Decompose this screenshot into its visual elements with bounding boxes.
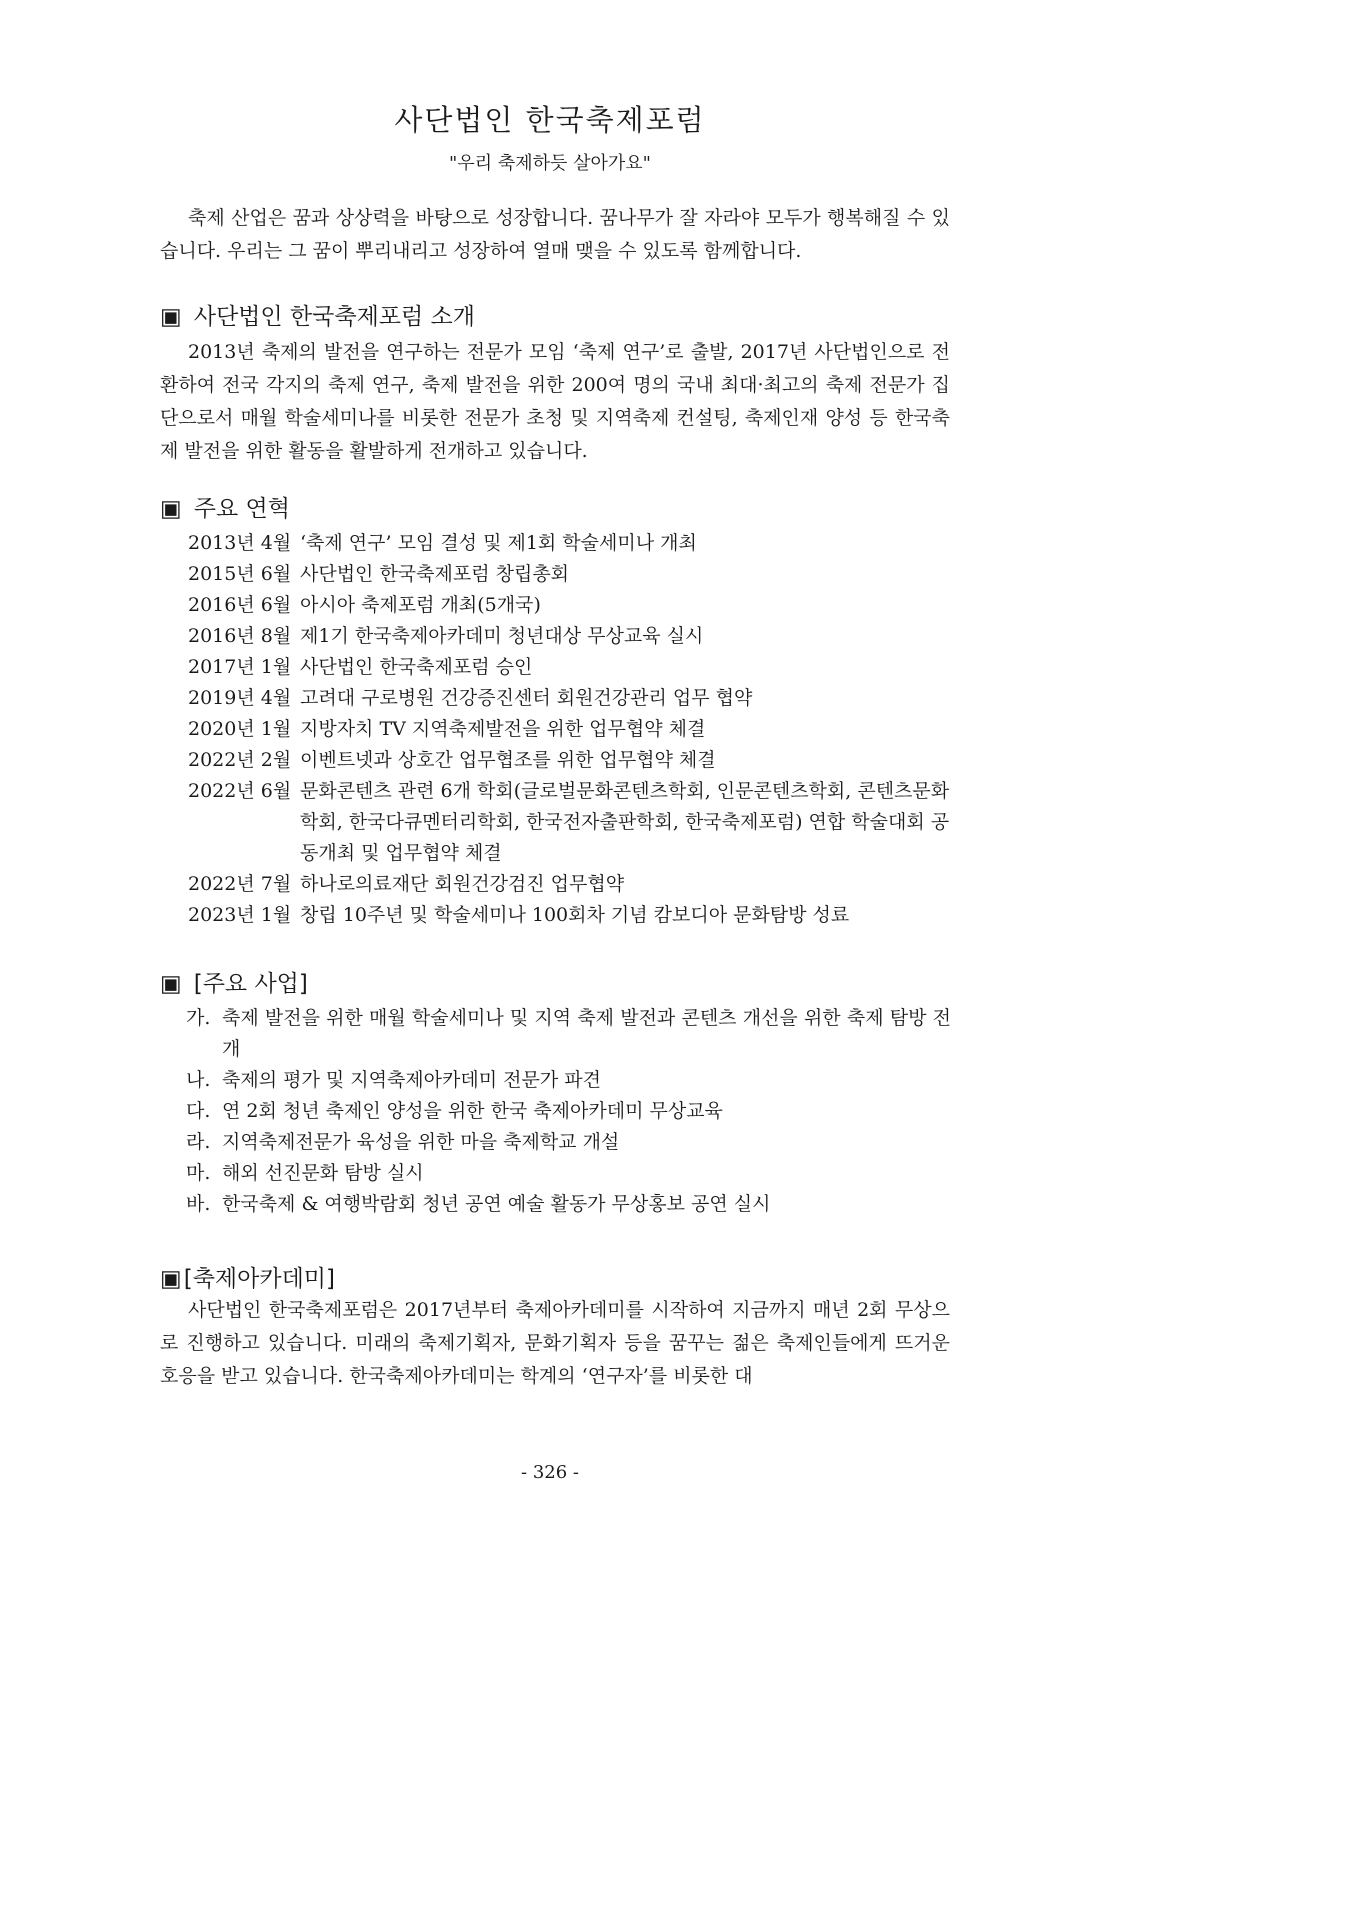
page-number: - 326 -: [521, 1462, 579, 1483]
history-date: 2022년 2월: [188, 749, 292, 771]
section-marker-icon: ▣: [160, 496, 182, 522]
business-label: 다.: [186, 1100, 211, 1122]
section-heading-academy: [160, 1260, 335, 1293]
history-item: [188, 621, 960, 652]
business-label: 나.: [186, 1069, 211, 1091]
section-marker-icon: ▣: [160, 1266, 182, 1292]
section-heading-history: [160, 490, 290, 523]
section-heading-text: 사단법인 한국축제포럼 소개: [193, 304, 475, 330]
section-heading-text: [주요 사업]: [193, 971, 308, 997]
document-subtitle: "우리 축제하듯 살아가요": [449, 153, 651, 174]
business-item: [186, 1096, 951, 1127]
business-label: 가.: [186, 1007, 211, 1029]
business-list: [186, 1003, 951, 1220]
section-heading-text: 주요 연혁: [193, 496, 290, 522]
history-date: 2020년 1월: [188, 718, 292, 740]
academy-paragraph: 사단법인 한국축제포럼은 2017년부터 축제아카데미를 시작하여 지금까지 매년 2회 무상으로 진행하고 있습니다. 미래의 축제기획자, 문화기획자 등을 꿈꾸는 젊은 축제인들에게 뜨거운 호응을 받고 있습니다. 한국축제아카데미는 학계의 ‘연구자’를 비롯한 대: [160, 1299, 950, 1387]
business-item: [186, 1065, 951, 1096]
section-marker-icon: ▣: [160, 971, 182, 997]
history-date: 2017년 1월: [188, 656, 292, 678]
business-text: 해외 선진문화 탐방 실시: [222, 1162, 424, 1184]
history-item: [188, 776, 960, 869]
section-heading-text: [축제아카데미]: [183, 1266, 335, 1292]
business-item: [186, 1127, 951, 1158]
history-date: 2022년 6월: [188, 780, 292, 802]
business-label: 마.: [186, 1162, 211, 1184]
history-text: 이벤트넷과 상호간 업무협조를 위한 업무협약 체결: [300, 749, 716, 771]
history-date: 2015년 6월: [188, 563, 292, 585]
history-date: 2013년 4월: [188, 532, 292, 554]
about-paragraph: 2013년 축제의 발전을 연구하는 전문가 모임 ‘축제 연구’로 출발, 2017년 사단법인으로 전환하여 전국 각지의 축제 연구, 축제 발전을 위한 200여 명의 국내 최대·최고의 축제 전문가 집단으로서 매월 학술세미나를 비롯한 전문가 초청 및 지역축제 컨설팅, 축제인재 양성 등 한국축제 발전을 위한 활동을 활발하게 전개하고 있습니다.: [160, 341, 950, 462]
history-text: 아시아 축제포럼 개최(5개국): [300, 594, 541, 616]
history-item: [188, 900, 960, 931]
history-text: 사단법인 한국축제포럼 승인: [300, 656, 533, 678]
history-item: [188, 714, 960, 745]
business-text: 지역축제전문가 육성을 위한 마을 축제학교 개설: [222, 1131, 620, 1153]
history-text: 고려대 구로병원 건강증진센터 회원건강관리 업무 협약: [300, 687, 753, 709]
history-date: 2019년 4월: [188, 687, 292, 709]
business-label: 바.: [186, 1193, 211, 1215]
history-item: [188, 559, 960, 590]
business-item: [186, 1003, 951, 1065]
history-text: 제1기 한국축제아카데미 청년대상 무상교육 실시: [300, 625, 704, 647]
history-item: [188, 745, 960, 776]
section-heading-about: [160, 298, 475, 331]
history-date: 2023년 1월: [188, 904, 292, 926]
history-date: 2022년 7월: [188, 873, 292, 895]
business-text: 연 2회 청년 축제인 양성을 위한 한국 축제아카데미 무상교육: [222, 1100, 723, 1122]
business-text: 축제 발전을 위한 매월 학술세미나 및 지역 축제 발전과 콘텐츠 개선을 위한 축제 탐방 전개: [222, 1007, 951, 1060]
history-item: [188, 683, 960, 714]
history-text: 지방자치 TV 지역축제발전을 위한 업무협약 체결: [300, 718, 706, 740]
business-item: [186, 1158, 951, 1189]
intro-paragraph: 축제 산업은 꿈과 상상력을 바탕으로 성장합니다. 꿈나무가 잘 자라야 모두가 행복해질 수 있습니다. 우리는 그 꿈이 뿌리내리고 성장하여 열매 맺을 수 있도록 함께합니다.: [160, 207, 950, 262]
history-item: [188, 528, 960, 559]
business-item: [186, 1189, 951, 1220]
history-text: 문화콘텐츠 관련 6개 학회(글로벌문화콘텐츠학회, 인문콘텐츠학회, 콘텐츠문화학회, 한국다큐멘터리학회, 한국전자출판학회, 한국축제포럼) 연합 학술대회 공동개최 및 업무협약 체결: [300, 780, 950, 864]
document-title: 사단법인 한국축제포럼: [394, 103, 706, 137]
history-list: [188, 528, 960, 931]
section-heading-business: [160, 965, 308, 998]
business-label: 라.: [186, 1131, 211, 1153]
history-date: 2016년 6월: [188, 594, 292, 616]
history-item: [188, 652, 960, 683]
section-marker-icon: ▣: [160, 304, 182, 330]
history-date: 2016년 8월: [188, 625, 292, 647]
history-item: [188, 590, 960, 621]
history-text: ‘축제 연구’ 모임 결성 및 제1회 학술세미나 개최: [300, 532, 697, 554]
history-text: 창립 10주년 및 학술세미나 100회차 기념 캄보디아 문화탐방 성료: [300, 904, 850, 926]
business-text: 축제의 평가 및 지역축제아카데미 전문가 파견: [222, 1069, 601, 1091]
history-text: 하나로의료재단 회원건강검진 업무협약: [300, 873, 625, 895]
history-text: 사단법인 한국축제포럼 창립총회: [300, 563, 570, 585]
history-item: [188, 869, 960, 900]
business-text: 한국축제 & 여행박람회 청년 공연 예술 활동가 무상홍보 공연 실시: [222, 1193, 771, 1215]
